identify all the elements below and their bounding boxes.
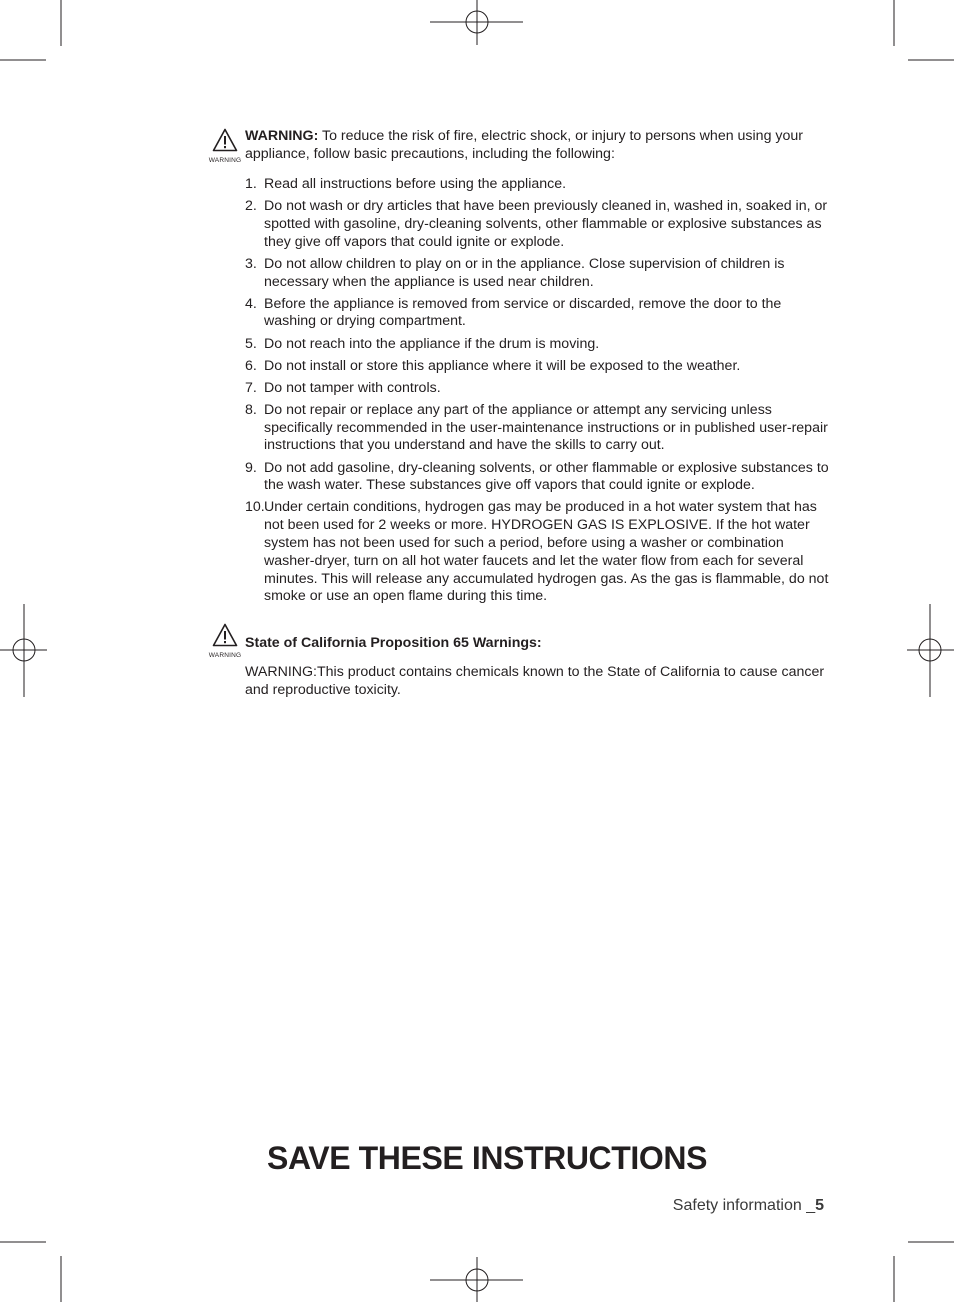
warning-icon-caption: WARNING [208, 652, 242, 659]
list-item: 5. Do not reach into the appliance if the drum is moving. [245, 335, 600, 352]
warning-triangle-icon [212, 128, 238, 152]
list-item: 2. Do not wash or dry articles that have been previously cleaned in, washed in, soaked in, or spotted with gasoline, dry-cleaning solvents, other flammable or explosive substances as they give off vapors that could ignite or explode. [245, 198, 828, 250]
warning-icon-caption: WARNING [208, 157, 242, 164]
warning-triangle-icon [212, 623, 238, 647]
list-item: 9. Do not add gasoline, dry-cleaning solvents, or other flammable or explosive substances to the wash water. These substances give off vapors that could ignite or explode. [245, 459, 829, 494]
footer-section: Safety information _ [672, 1197, 816, 1214]
list-item: 3. Do not allow children to play on or in the appliance. Close supervision of children is necessary when the appliance is used near children. [245, 255, 785, 290]
list-item: 7. Do not tamper with controls. [245, 379, 441, 396]
prop65-text: WARNING:This product contains chemicals known to the State of California to cause cancer and reproductive toxicity. [245, 664, 825, 698]
warning-icon [206, 128, 244, 164]
list-item: 10. Under certain conditions, hydrogen gas may be produced in a hot water system that has not been used for 2 weeks or more. HYDROGEN GAS IS EXPLOSIVE. If the hot water system has not been used for such a period, before using a washer or combination washer-dryer, turn on all hot water faucets and let the water flow from each for several minutes. This will release any accumulated hydrogen gas. As the gas is flammable, do not smoke or use an open flame during this time. [245, 499, 829, 605]
warning-icon [206, 623, 244, 659]
list-item: 6. Do not install or store this appliance where it will be exposed to the weather. [245, 357, 741, 374]
list-item: 8. Do not repair or replace any part of the appliance or attempt any servicing unless specifically recommended in the user-maintenance instructions or in published user-repair instructions that you understand and have the skills to carry out. [245, 401, 828, 454]
page-footer [673, 1196, 824, 1216]
warning-intro [245, 128, 830, 164]
prop65-title: State of California Proposition 65 Warnings: [245, 635, 542, 651]
warning-intro-text: To reduce the risk of fire, electric shock, or injury to persons when using your appliance, follow basic precautions, including the following: [245, 128, 804, 162]
save-instructions-heading: SAVE THESE INSTRUCTIONS [267, 1140, 708, 1176]
safety-rules-list [245, 176, 830, 611]
warning-label: WARNING: [245, 128, 319, 144]
page-number: 5 [815, 1197, 824, 1214]
list-item: 1. Read all instructions before using the appliance. [245, 176, 567, 192]
list-item: 4. Before the appliance is removed from service or discarded, remove the door to the washing or drying compartment. [245, 295, 782, 330]
